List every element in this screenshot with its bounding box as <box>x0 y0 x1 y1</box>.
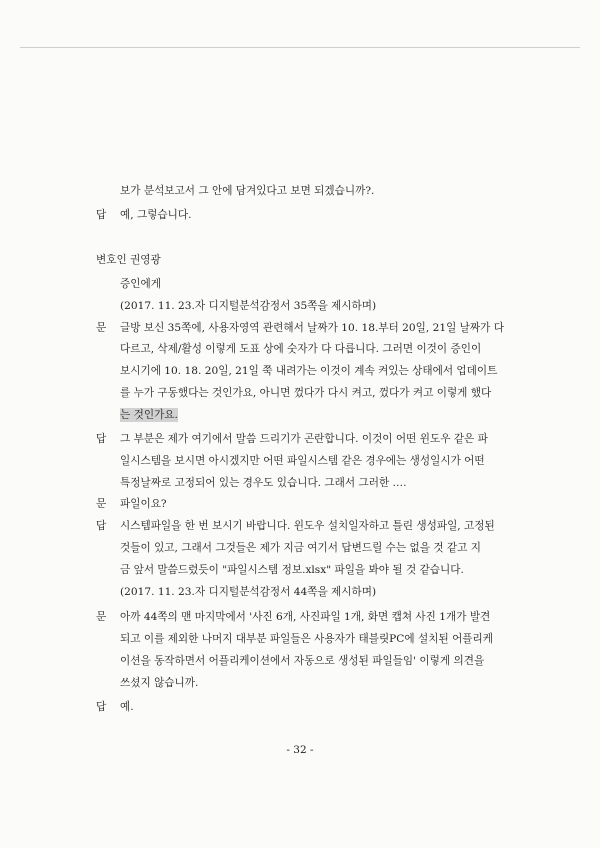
line-text: 시스템파일을 한 번 보시기 바랍니다. 윈도우 설치일자하고 틀린 생성파일, 고정된 <box>120 520 495 532</box>
line-text: 다르고, 삭제/활성 이렇게 도표 상에 숫자가 다 다릅니다. 그러면 이것이 증인이 <box>120 343 482 355</box>
line-text: 예. <box>120 701 134 713</box>
answer-label: 답 <box>96 433 107 445</box>
line-text: 글방 보신 35쪽에, 사용자영역 관련해서 날짜가 10. 18.부터 20일, 21일 날짜가 다 <box>120 322 504 334</box>
exhibit-text: (2017. 11. 23.자 디지털분석감정서 44쪽을 제시하며) <box>120 586 377 598</box>
line-text: 예, 그렇습니다. <box>120 209 192 221</box>
line-text: 금 앞서 말씀드렸듯이 "파일시스템 정보.xlsx" 파일을 봐야 될 것 같습니다. <box>120 564 464 576</box>
addressee-text: 증인에게 <box>120 278 161 290</box>
question-label: 문 <box>96 611 107 623</box>
line-text: 것들이 있고, 그래서 그것들은 제가 지금 여기서 답변드릴 수는 없을 것 같고 지 <box>120 542 482 554</box>
exhibit-text: (2017. 11. 23.자 디지털분석감정서 35쪽을 제시하며) <box>120 300 377 312</box>
line-text: 되고 이를 제외한 나머지 대부분 파일들은 사용자가 태블릿PC에 설치된 어플리케 <box>120 633 494 645</box>
line-text: 보가 분석보고서 그 안에 담겨있다고 보면 되겠습니까?. <box>120 185 375 197</box>
scan-artifact-line <box>20 47 580 48</box>
line-text: 특정날짜로 고정되어 있는 경우도 있습니다. 그래서 그러한 …. <box>120 477 407 489</box>
line-text: 파일이요? <box>120 498 167 510</box>
answer-label: 답 <box>96 701 107 713</box>
line-text: 보시기에 10. 18. 20일, 21일 쭉 내려가는 이것이 계속 켜있는 상태에서 업데이트 <box>120 365 498 377</box>
line-text: 그 부분은 제가 여기에서 말씀 드리기가 곤란합니다. 이것이 어떤 윈도우 같은 파 <box>120 433 488 445</box>
page-number: - 32 - <box>286 744 314 756</box>
line-text: 쓰셨지 않습니까. <box>120 677 199 689</box>
line-text: 를 누가 구동했다는 것인가요, 아니면 껐다가 다시 켜고, 껐다가 켜고 이렇게 했다 <box>120 387 492 399</box>
answer-label: 답 <box>96 520 107 532</box>
question-label: 문 <box>96 498 107 510</box>
answer-label: 답 <box>96 209 107 221</box>
line-text: 아까 44쪽의 맨 마지막에서 '사진 6개, 사진파일 1개, 화면 캡쳐 사진 1개가 발견 <box>120 611 491 623</box>
highlighted-text: 는 것인가요. <box>120 409 178 421</box>
counsel-label: 변호인 권영광 <box>96 254 161 266</box>
line-text: 일시스템을 보시면 아시겠지만 어떤 파일시스템 같은 경우에는 생성일시가 어떤 <box>120 455 485 467</box>
line-text: 이션을 동작하면서 어플리케이션에서 자동으로 생성된 파일들임' 이렇게 의견을 <box>120 655 485 667</box>
question-label: 문 <box>96 322 107 334</box>
